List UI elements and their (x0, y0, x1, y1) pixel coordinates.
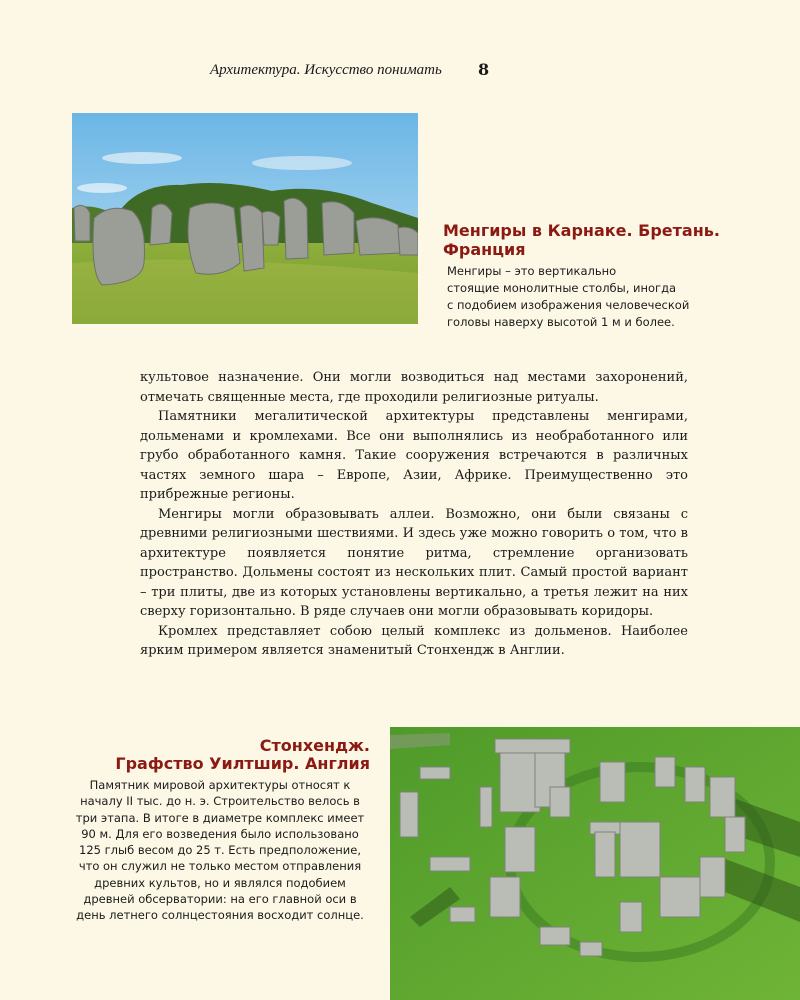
stonehenge-caption-title (70, 737, 370, 773)
carnac-caption (443, 221, 763, 331)
carnac-caption-line4: головы наверху высотой 1 м и более. (447, 315, 675, 329)
carnac-menhirs-photo (72, 113, 418, 324)
body-paragraph-3: Менгиры могли образовывать аллеи. Возможно, они были связаны с древними религиозными шествиями. И здесь уже можно говорить о том, что в архитектуре появляется понятие ритма, стремление организовать пространство. Дольмены состоят из нескольких плит. Самый простой вариант – три плиты, две из которых установлены вертикально, а третья лежит на них сверху горизонтально. В ряде случаев они могли образовывать коридоры. (140, 506, 688, 619)
carnac-caption-title-line1: Менгиры в Карнаке. Бретань. (443, 221, 720, 240)
carnac-caption-text (443, 263, 763, 331)
body-paragraph-2: Памятники мегалитической архитектуры представлены менгирами, дольменами и кромлехами. Все они выполнялись из необработанного или грубо обработанного камня. Такие сооружения встречаются в различных частях земного шара – Европе, Азии, Африке. Преимущественно это прибрежные регионы. (140, 409, 688, 502)
carnac-caption-line3: с подобием изображения человеческой (447, 298, 690, 312)
stonehenge-caption-title-line2: Графство Уилтшир. Англия (115, 754, 370, 773)
carnac-caption-title (443, 221, 763, 259)
stonehenge-photo (390, 727, 800, 1000)
running-header-title: Архитектура. Искусство понимать (210, 62, 442, 78)
page-number: 8 (478, 60, 490, 79)
carnac-caption-title-line2: Франция (443, 240, 526, 259)
stonehenge-caption (70, 737, 370, 924)
body-text (140, 368, 688, 661)
running-header (0, 60, 800, 84)
stonehenge-caption-title-line1: Стонхендж. (259, 736, 370, 755)
carnac-caption-line1: Менгиры – это вертикально (447, 264, 617, 278)
stonehenge-caption-text: Памятник мировой архитектуры относят к началу II тыс. до н. э. Строительство велось в три этапа. В итоге в диаметре комплекс имеет 90 м. Для его возведения было использовано 125 глыб весом до 25 т. Есть предположение, что он служил не только местом отправления древних культов, но и являлся подобием древней обсерватории: на его главной оси в день летнего солнцестояния восходит солнце. (75, 778, 365, 923)
carnac-caption-line2: стоящие монолитные столбы, иногда (447, 281, 677, 295)
body-paragraph-4: Кромлех представляет собою целый комплекс из дольменов. Наиболее ярким примером является знаменитый Стонхендж в Англии. (140, 623, 688, 658)
body-paragraph-1: культовое назначение. Они могли возводиться над местами захоронений, отмечать священные места, где проходили религиозные ритуалы. (140, 370, 688, 405)
